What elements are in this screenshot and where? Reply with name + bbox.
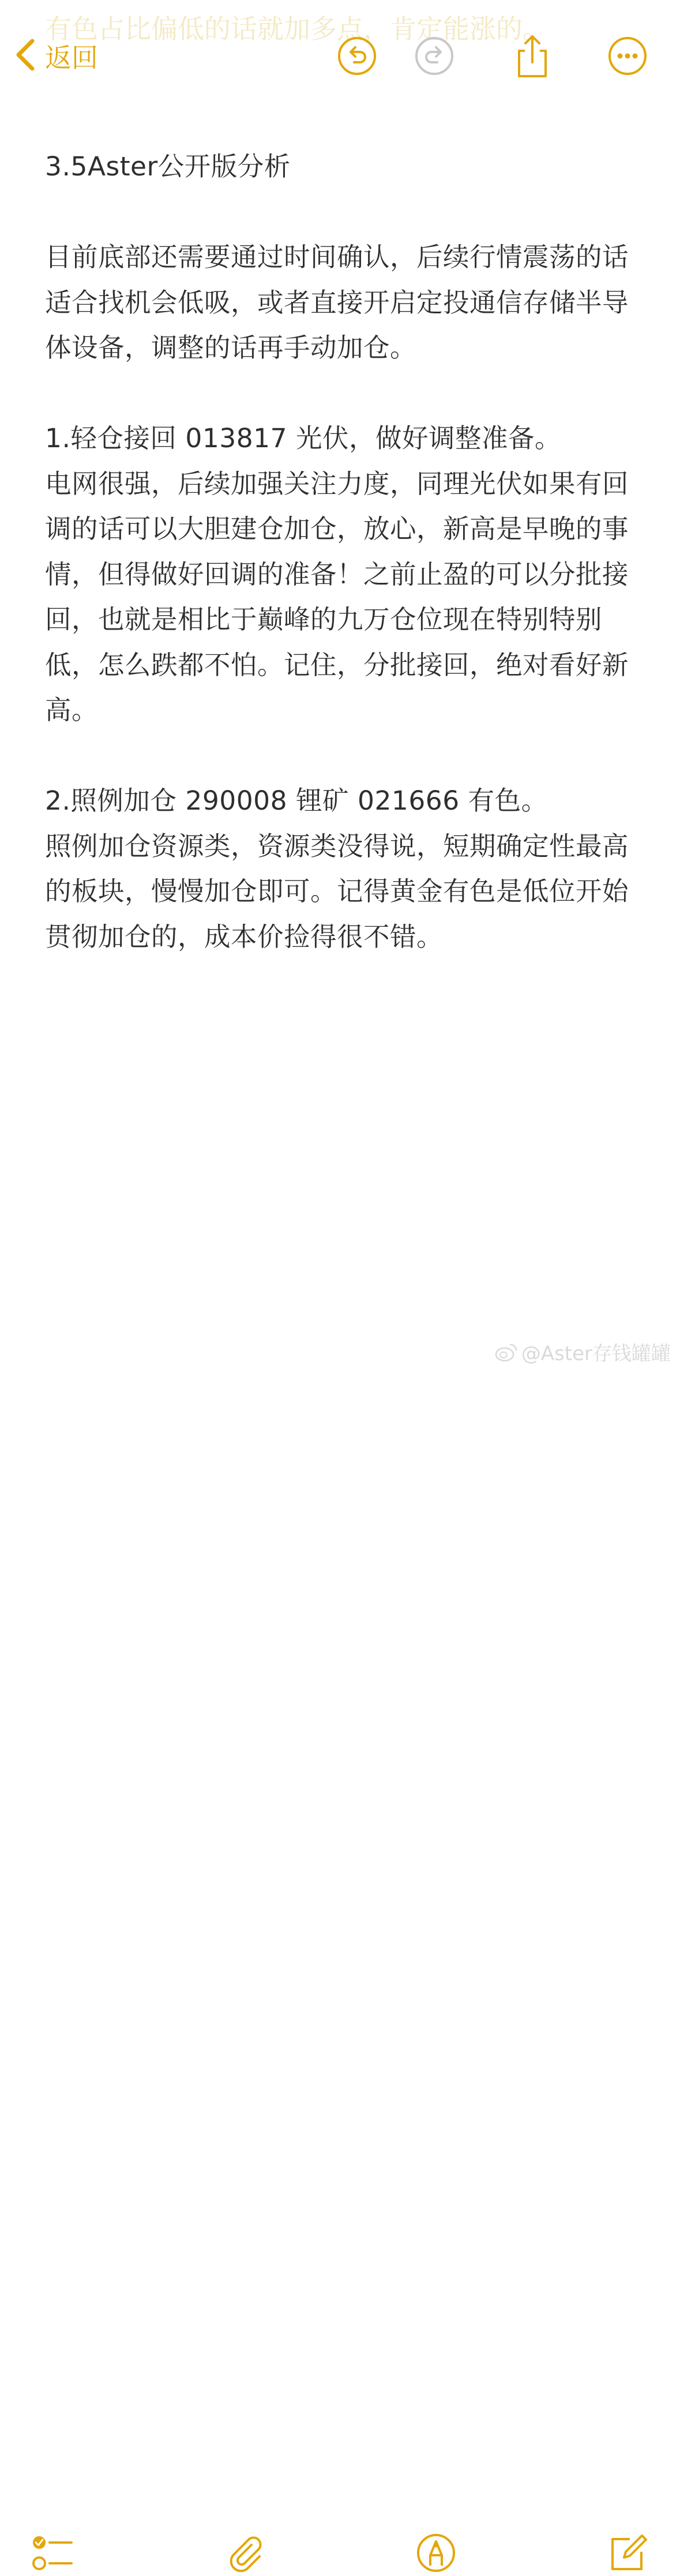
- redo-icon[interactable]: [414, 36, 454, 76]
- item1-body: 电网很强，后续加强关注力度，同理光伏如果有回调的话可以大胆建仓加仓，放心，新高是早晚的事情，但得做好回调的准备！之前止盈的可以分批接回，也就是相比于巅峰的九万仓位现在特别特别低，怎么跌都不怕。记住，分批接回，绝对看好新高。: [45, 468, 629, 725]
- scrolled-overflow-text: 有色占比偏低的话就加多点，肯定能涨的。: [45, 13, 549, 44]
- note-body[interactable]: [45, 144, 639, 960]
- attachment-icon[interactable]: [225, 2532, 266, 2574]
- note-paragraph: 目前底部还需要通过时间确认，后续行情震荡的话适合找机会低吸，或者直接开启定投通信存储半导体设备，调整的话再手动加仓。: [45, 242, 629, 363]
- weibo-icon: [495, 1342, 518, 1362]
- watermark: [495, 1338, 671, 1366]
- undo-icon[interactable]: [337, 36, 377, 76]
- back-button[interactable]: [14, 36, 98, 76]
- item1-heading: 1.轻仓接回 013817 光伏，做好调整准备。: [45, 423, 562, 454]
- item2-heading: 2.照例加仓 290008 锂矿 021666 有色。: [45, 785, 548, 816]
- top-toolbar: [0, 0, 680, 115]
- chevron-left-icon: [14, 38, 37, 74]
- compose-icon[interactable]: [607, 2532, 648, 2574]
- item2-body: 照例加仓资源类，资源类没得说，短期确定性最高的板块，慢慢加仓即可。记得黄金有色是低位开始贯彻加仓的，成本价捡得很不错。: [45, 830, 629, 952]
- checklist-icon[interactable]: [31, 2532, 73, 2574]
- back-label: 返回: [45, 42, 98, 73]
- share-icon[interactable]: [512, 33, 553, 78]
- markup-icon[interactable]: [415, 2532, 457, 2574]
- watermark-text: @Aster存钱罐罐: [521, 1342, 671, 1365]
- more-icon[interactable]: [607, 36, 648, 76]
- note-title: 3.5Aster公开版分析: [45, 151, 291, 182]
